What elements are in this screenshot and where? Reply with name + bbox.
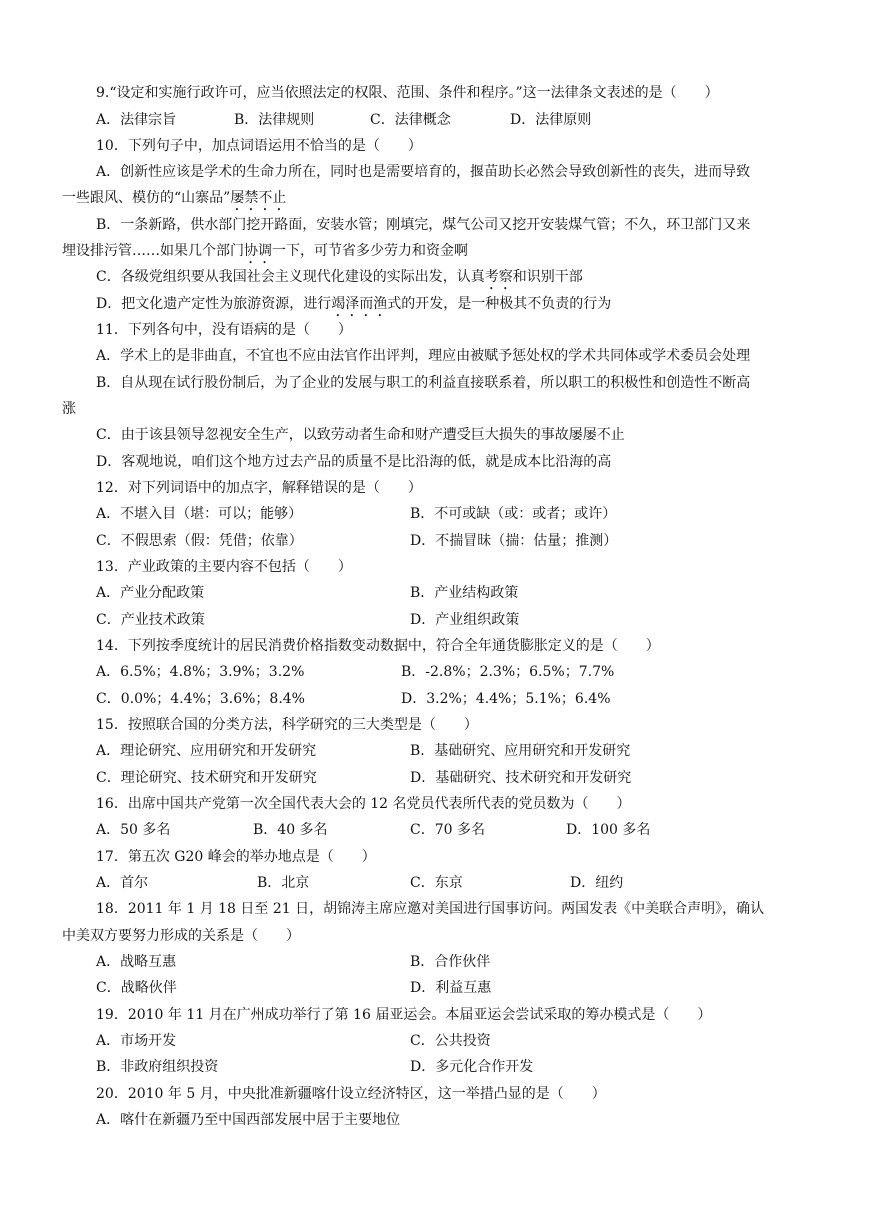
q14-option-c: C．0.0%；4.4%；3.6%；8.4% bbox=[96, 691, 305, 707]
q15-option-b: B．基础研究、应用研究和开发研究 bbox=[410, 743, 631, 759]
q16-option-c: C．70 多名 bbox=[410, 822, 485, 838]
q18-option-a: A．战略互惠 bbox=[96, 954, 177, 970]
q9-option-d: D．法律原则 bbox=[510, 112, 592, 128]
q16-option-d: D．100 多名 bbox=[566, 822, 651, 838]
q10-stem: 10．下列句子中，加点词语运用不恰当的是（ ） bbox=[96, 138, 422, 154]
q10-b-dotted-word: 协调 bbox=[244, 243, 272, 259]
q10-option-c bbox=[96, 268, 583, 293]
q9-option-a: A．法律宗旨 bbox=[96, 112, 177, 128]
q19-option-a: A．市场开发 bbox=[96, 1033, 177, 1049]
q15-option-a: A．理论研究、应用研究和开发研究 bbox=[96, 743, 317, 759]
q17-option-d: D．纽约 bbox=[570, 875, 624, 891]
q20-option-a: A．喀什在新疆乃至中国西部发展中居于主要地位 bbox=[96, 1112, 401, 1128]
q10-b-text-pre: 埋设排污管……如果几个部门 bbox=[62, 243, 244, 259]
q10-d-dotted-word: 竭泽而渔 bbox=[331, 296, 388, 312]
q19-stem: 19．2010 年 11 月在广州成功举行了第 16 届亚运会。本届亚运会尝试采取的筹办模式是（ ） bbox=[96, 1007, 712, 1023]
q15-stem: 15．按照联合国的分类方法，科学研究的三大类型是（ ） bbox=[96, 717, 478, 733]
q16-option-a: A．50 多名 bbox=[96, 822, 171, 838]
q13-option-a: A．产业分配政策 bbox=[96, 585, 205, 601]
q10-d-text-post: 式的开发，是一种极其不负责的行为 bbox=[387, 296, 612, 312]
q10-option-a-line2 bbox=[62, 189, 286, 214]
q12-option-b: B．不可或缺（或：或者；或许） bbox=[410, 506, 617, 522]
q10-c-text-post: 和识别干部 bbox=[512, 269, 583, 285]
q11-option-c: C．由于该县领导忽视安全生产，以致劳动者生命和财产遭受巨大损失的事故屡屡不止 bbox=[96, 427, 625, 443]
q10-c-dotted-word: 考察 bbox=[484, 269, 513, 285]
q18-option-b: B．合作伙伴 bbox=[410, 954, 491, 970]
q13-stem: 13．产业政策的主要内容不包括（ ） bbox=[96, 559, 352, 575]
q10-b-text-post: 一下，可节省多少劳力和资金啊 bbox=[272, 243, 468, 259]
q12-stem: 12．对下列词语中的加点字，解释错误的是（ ） bbox=[96, 480, 422, 496]
q17-stem: 17．第五次 G20 峰会的举办地点是（ ） bbox=[96, 849, 376, 865]
q18-stem-line2: 中美双方要努力形成的关系是（ ） bbox=[62, 928, 300, 944]
q18-option-d: D．利益互惠 bbox=[410, 980, 492, 996]
q16-option-b: B．40 多名 bbox=[253, 822, 328, 838]
q15-option-d: D．基础研究、技术研究和开发研究 bbox=[410, 770, 632, 786]
q10-option-b-line1: B．一条新路，供水部门挖开路面，安装水管；刚填完，煤气公司又挖开安装煤气管；不久，环卫部门又来 bbox=[96, 217, 751, 233]
q19-option-c: C．公共投资 bbox=[410, 1033, 491, 1049]
q19-option-d: D．多元化合作开发 bbox=[410, 1059, 534, 1075]
q19-option-b: B．非政府组织投资 bbox=[96, 1059, 219, 1075]
q9-option-c: C．法律概念 bbox=[370, 112, 451, 128]
q11-stem: 11．下列各句中，没有语病的是（ ） bbox=[96, 322, 352, 338]
q11-option-d: D．客观地说，咱们这个地方过去产品的质量不是比沿海的低，就是成本比沿海的高 bbox=[96, 454, 612, 470]
q10-c-text-pre: C．各级党组织要从我国社会主义现代化建设的实际出发，认真 bbox=[96, 269, 485, 285]
q16-stem: 16．出席中国共产党第一次全国代表大会的 12 名党员代表所代表的党员数为（ ） bbox=[96, 796, 631, 812]
q13-option-d: D．产业组织政策 bbox=[410, 612, 520, 628]
q17-option-a: A．首尔 bbox=[96, 875, 149, 891]
q12-option-d: D．不揣冒昧（揣：估量；推测） bbox=[410, 533, 618, 549]
q12-option-a: A．不堪入目（堪：可以；能够） bbox=[96, 506, 303, 522]
q10-a-dotted-word: 屡禁不止 bbox=[230, 190, 287, 206]
q9-stem: 9.“设定和实施行政许可，应当依照法定的权限、范围、条件和程序。”这一法律条文表述的是（ ） bbox=[96, 85, 719, 101]
q13-option-c: C．产业技术政策 bbox=[96, 612, 205, 628]
q11-option-b-line1: B．自从现在试行股份制后，为了企业的发展与职工的利益直接联系着，所以职工的积极性和创造性不断高 bbox=[96, 375, 751, 391]
q12-option-c: C．不假思索（假：凭借；依靠） bbox=[96, 533, 303, 549]
q14-stem: 14．下列按季度统计的居民消费价格指数变动数据中，符合全年通货膨胀定义的是（ ） bbox=[96, 638, 660, 654]
q10-option-b-line2 bbox=[62, 242, 468, 267]
q10-a-text: 一些跟风、模仿的“山寨品” bbox=[62, 190, 231, 206]
q11-option-b-line2: 涨 bbox=[62, 401, 76, 417]
q15-option-c: C．理论研究、技术研究和开发研究 bbox=[96, 770, 317, 786]
q10-option-d bbox=[96, 295, 611, 320]
q14-option-b: B．-2.8%；2.3%；6.5%；7.7% bbox=[401, 664, 615, 680]
q11-option-a: A．学术上的是非曲直，不宜也不应由法官作出评判，理应由被赋予惩处权的学术共同体或学术委员会处理 bbox=[96, 348, 751, 364]
q18-option-c: C．战略伙伴 bbox=[96, 980, 177, 996]
q20-stem: 20．2010 年 5 月，中央批准新疆喀什设立经济特区，这一举措凸显的是（ ） bbox=[96, 1086, 606, 1102]
q10-d-text-pre: D．把文化遗产定性为旅游资源，进行 bbox=[96, 296, 332, 312]
q17-option-b: B．北京 bbox=[257, 875, 310, 891]
q13-option-b: B．产业结构政策 bbox=[410, 585, 519, 601]
q17-option-c: C．东京 bbox=[410, 875, 463, 891]
q9-option-b: B．法律规则 bbox=[234, 112, 315, 128]
q10-option-a-line1: A．创新性应该是学术的生命力所在，同时也是需要培育的，揠苗助长必然会导致创新性的丧失，进而导致 bbox=[96, 164, 751, 180]
q14-option-a: A．6.5%；4.8%；3.9%；3.2% bbox=[96, 664, 305, 680]
q18-stem-line1: 18．2011 年 1 月 18 日至 21 日，胡锦涛主席应邀对美国进行国事访问。两国发表《中美联合声明》，确认 bbox=[96, 901, 765, 917]
q14-option-d: D．3.2%；4.4%；5.1%；6.4% bbox=[401, 691, 611, 707]
